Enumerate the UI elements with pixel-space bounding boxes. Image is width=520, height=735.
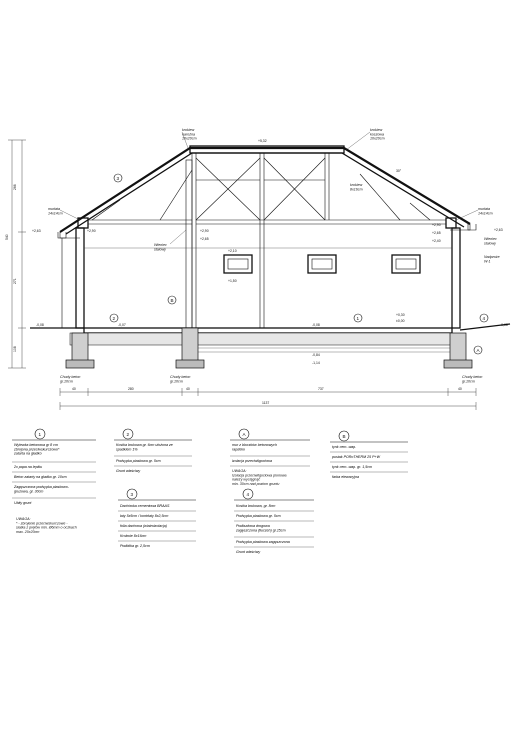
legend-1-row-5: Ubity grunt [14,501,32,505]
gutter-left [58,232,66,238]
label-slope: 30° [396,169,402,173]
legend-box-2 [114,429,192,473]
label-line: murłata [48,207,60,211]
marker-a: A [476,348,480,353]
label-line: Chudy beton [462,375,483,379]
continued-line: 14x14cm [478,211,493,216]
legend-4-row-2: Podsypka piaskowa gr. 5cm [236,514,281,518]
legend-box-b-id: B [342,434,346,439]
label-nadproze [484,255,500,263]
legend-1-row-2: 2x papa na lepiku [14,465,43,469]
level-ground-left-2: -0,07 [118,323,126,327]
marker-4: 4 [482,316,486,321]
vertical-dimensions [5,140,26,368]
legend-3-row-4: Krokwie 8x16cm [120,534,147,538]
gutter-right [468,224,476,230]
note-text: UWAGA: [16,517,31,521]
level-window-head: +2,10 [228,249,237,253]
marker-1: 1 [356,316,360,321]
level-eave-left-2: +2,90 [87,229,96,233]
legend-b-row-2: pustak PORoTHERM 25 P+W [332,455,381,459]
windows [224,255,420,273]
continued-line: zatarta na gładko [14,451,42,456]
continued-line: 14x14cm [48,211,63,216]
label-line: Wieniec [484,237,497,241]
legend-box-3-id: 3 [130,492,134,497]
legend-4-row-3 [235,524,286,532]
slab-subbase [196,333,452,345]
continued-line: max. 20x20cm [16,529,40,534]
label-line: krokiew [350,183,363,187]
legend-box-4 [234,489,314,554]
continued-line: należy wyciągnąć [232,477,261,482]
legend-note [16,517,77,534]
label-stopa-right [462,375,482,383]
continued-line: gr.10cm [170,379,183,384]
continued-line: stalowy [154,247,166,252]
continued-line: gr.10cm [462,379,475,384]
label-line: murłata [478,207,490,211]
level-eave-left: +2,63 [32,229,41,233]
marker-2: 2 [112,316,116,321]
legend-1-row-4 [13,485,70,493]
continued-line: narożna [182,132,195,137]
label-line: Wieniec [154,243,167,247]
roof-inner-line [66,153,464,234]
legend-2-row-1 [116,443,173,451]
legend-a-note [232,469,287,486]
legend-2-row-2: Podsypka piaskowa gr. 5cm [116,459,161,463]
wall-right [452,228,460,328]
level-right-c: +2,40 [432,239,441,243]
level-beam-bottom: +2,65 [200,237,209,241]
label-krokiew-right-top [370,128,385,141]
continued-line: gr.10cm [60,379,73,384]
legend-box-4-id: 4 [246,492,250,497]
hdim-3: 40 [186,387,190,391]
legend-box-a-id: A [242,432,246,437]
level-ridge: +5,32 [258,139,267,143]
level-ground-right: -0,08 [500,323,508,327]
label-line: krokiew [182,128,195,132]
continued-line: zbrojona przeciwskurczowo* [14,447,60,452]
level-right-a: +2,90 [432,223,441,227]
continued-line: 10x20cm [182,136,197,141]
column-mid [186,160,192,328]
total-dim: 1137 [262,401,270,405]
label-line: Chudy beton [60,375,81,379]
legend-3-row-2: łaty 5x5cm / kontrłaty 8x2,5cm [120,514,169,518]
legend-box-a [230,429,310,486]
floor-slab [30,324,510,352]
label-wieniec-left [154,243,167,251]
row-text: Wylewka betonowa gr 8 cm [14,443,58,447]
level-ground-mid: -0,08 [312,323,320,327]
row-text: Zagęszczona podsypka piaskowo- [14,485,69,489]
level-right-b: +2,65 [432,231,441,235]
legend-4-row-4: Podsypka piaskowa zagęszczona [236,540,290,544]
legend-box-2-id: 2 [126,432,130,437]
row-text: Podbudowa drogowa [236,524,270,528]
level-found-b: -1,14 [312,361,320,365]
level-found-a: -0,84 [312,353,320,357]
legend-b-row-4: farba elewacyjna [332,475,359,479]
hdim-2: 280 [128,387,134,391]
slab-top [84,328,452,333]
legend-b-row-1: tynk cem.-wap. [332,445,357,449]
row-text: mur z bloczków betonowych [232,443,277,447]
legend-1-row-3: Beton zatarty na gładko gr. 10cm [14,475,67,479]
legend-box-b [330,431,408,479]
continued-line: rapdeko [232,447,245,452]
marker-3: 3 [116,176,120,181]
continued-line: gruzowa, gr. 30cm [14,489,44,494]
legend-1-row-1 [13,443,60,456]
continued-line: koszowa [370,132,384,137]
continued-line: zagęszczona (tłuczeń) gr.15cm [236,528,286,533]
vdim-2: 540 [5,234,9,240]
continued-line: spadkiem 1% [116,447,138,452]
note-text: UWAGA: [232,469,247,473]
hdim-1: 40 [72,387,76,391]
continued-line: min. 30cm nad poziom gruntu [232,481,280,486]
legend-4-row-5: Grunt właściwy [236,550,261,554]
level-ground-left: -0,08 [36,323,44,327]
level-window-sill: +1,50 [228,279,237,283]
horizontal-dimensions [60,387,476,410]
vdim-4: 108 [13,346,17,352]
continued-line: Izolacja przeciwilgociowa pionowa [232,473,287,478]
continued-line: 10x20cm [370,136,385,141]
label-murlata-right [478,207,493,215]
legend-2-row-3: Grunt właściwy [116,469,141,473]
label-murlata-left [48,207,63,215]
label-krokiew-left [182,128,197,141]
building-section [5,128,510,410]
row-text: Kostka brukowa gr. 6cm ułożona ze [116,443,173,447]
level-floor: ±0,00 [396,319,405,323]
label-wieniec-right [484,237,497,245]
legend-box-1-id: 1 [38,432,42,437]
label-stopa-mid [170,375,190,383]
legend-a-row-1 [232,443,277,451]
continued-line: stalowy [484,241,496,246]
legend-b-row-3: tynk cem.-wap. gr. 1,5cm [332,465,373,469]
label-line: krokiew [370,128,383,132]
continued-line: 8x16cm [350,187,363,192]
marker-b: B [170,298,174,303]
level-plus-small: +0,30 [396,313,405,317]
legend-a-row-2: izolacja przeciwilgociowa [232,459,272,463]
continued-line: siatka z prętów min. Ø6mm o oczkach [16,525,77,530]
continued-line: * - zbrojenie przeciwskurczowe - [16,521,68,526]
legend-3-row-5: Podbitka gr. 2,5cm [120,544,150,548]
wall-left [76,228,84,328]
legend [12,429,408,554]
legend-box-3 [118,489,196,548]
legend-4-row-1: Kostka brukowa, gr. 8cm [236,504,276,508]
hdim-4: 737 [318,387,324,391]
label-line: Nadproże [484,255,500,259]
roof-soffit [60,224,470,238]
legend-3-row-1: Dachówka cementowa BRAAS [120,504,170,508]
level-eave-right: +2,63 [494,228,503,232]
vdim-3: 271 [13,278,17,284]
label-krokiew-right [350,183,363,191]
hdim-5: 40 [458,387,462,391]
legend-3-row-3: folia dachowa (wiatroizolacja) [120,524,167,528]
legend-box-1 [12,429,96,534]
level-beam-top: +2,90 [200,229,209,233]
label-line: Chudy beton [170,375,191,379]
vdim-1: 266 [13,184,17,190]
label-stopa-left [60,375,80,383]
continued-line: W-1 [484,259,491,264]
